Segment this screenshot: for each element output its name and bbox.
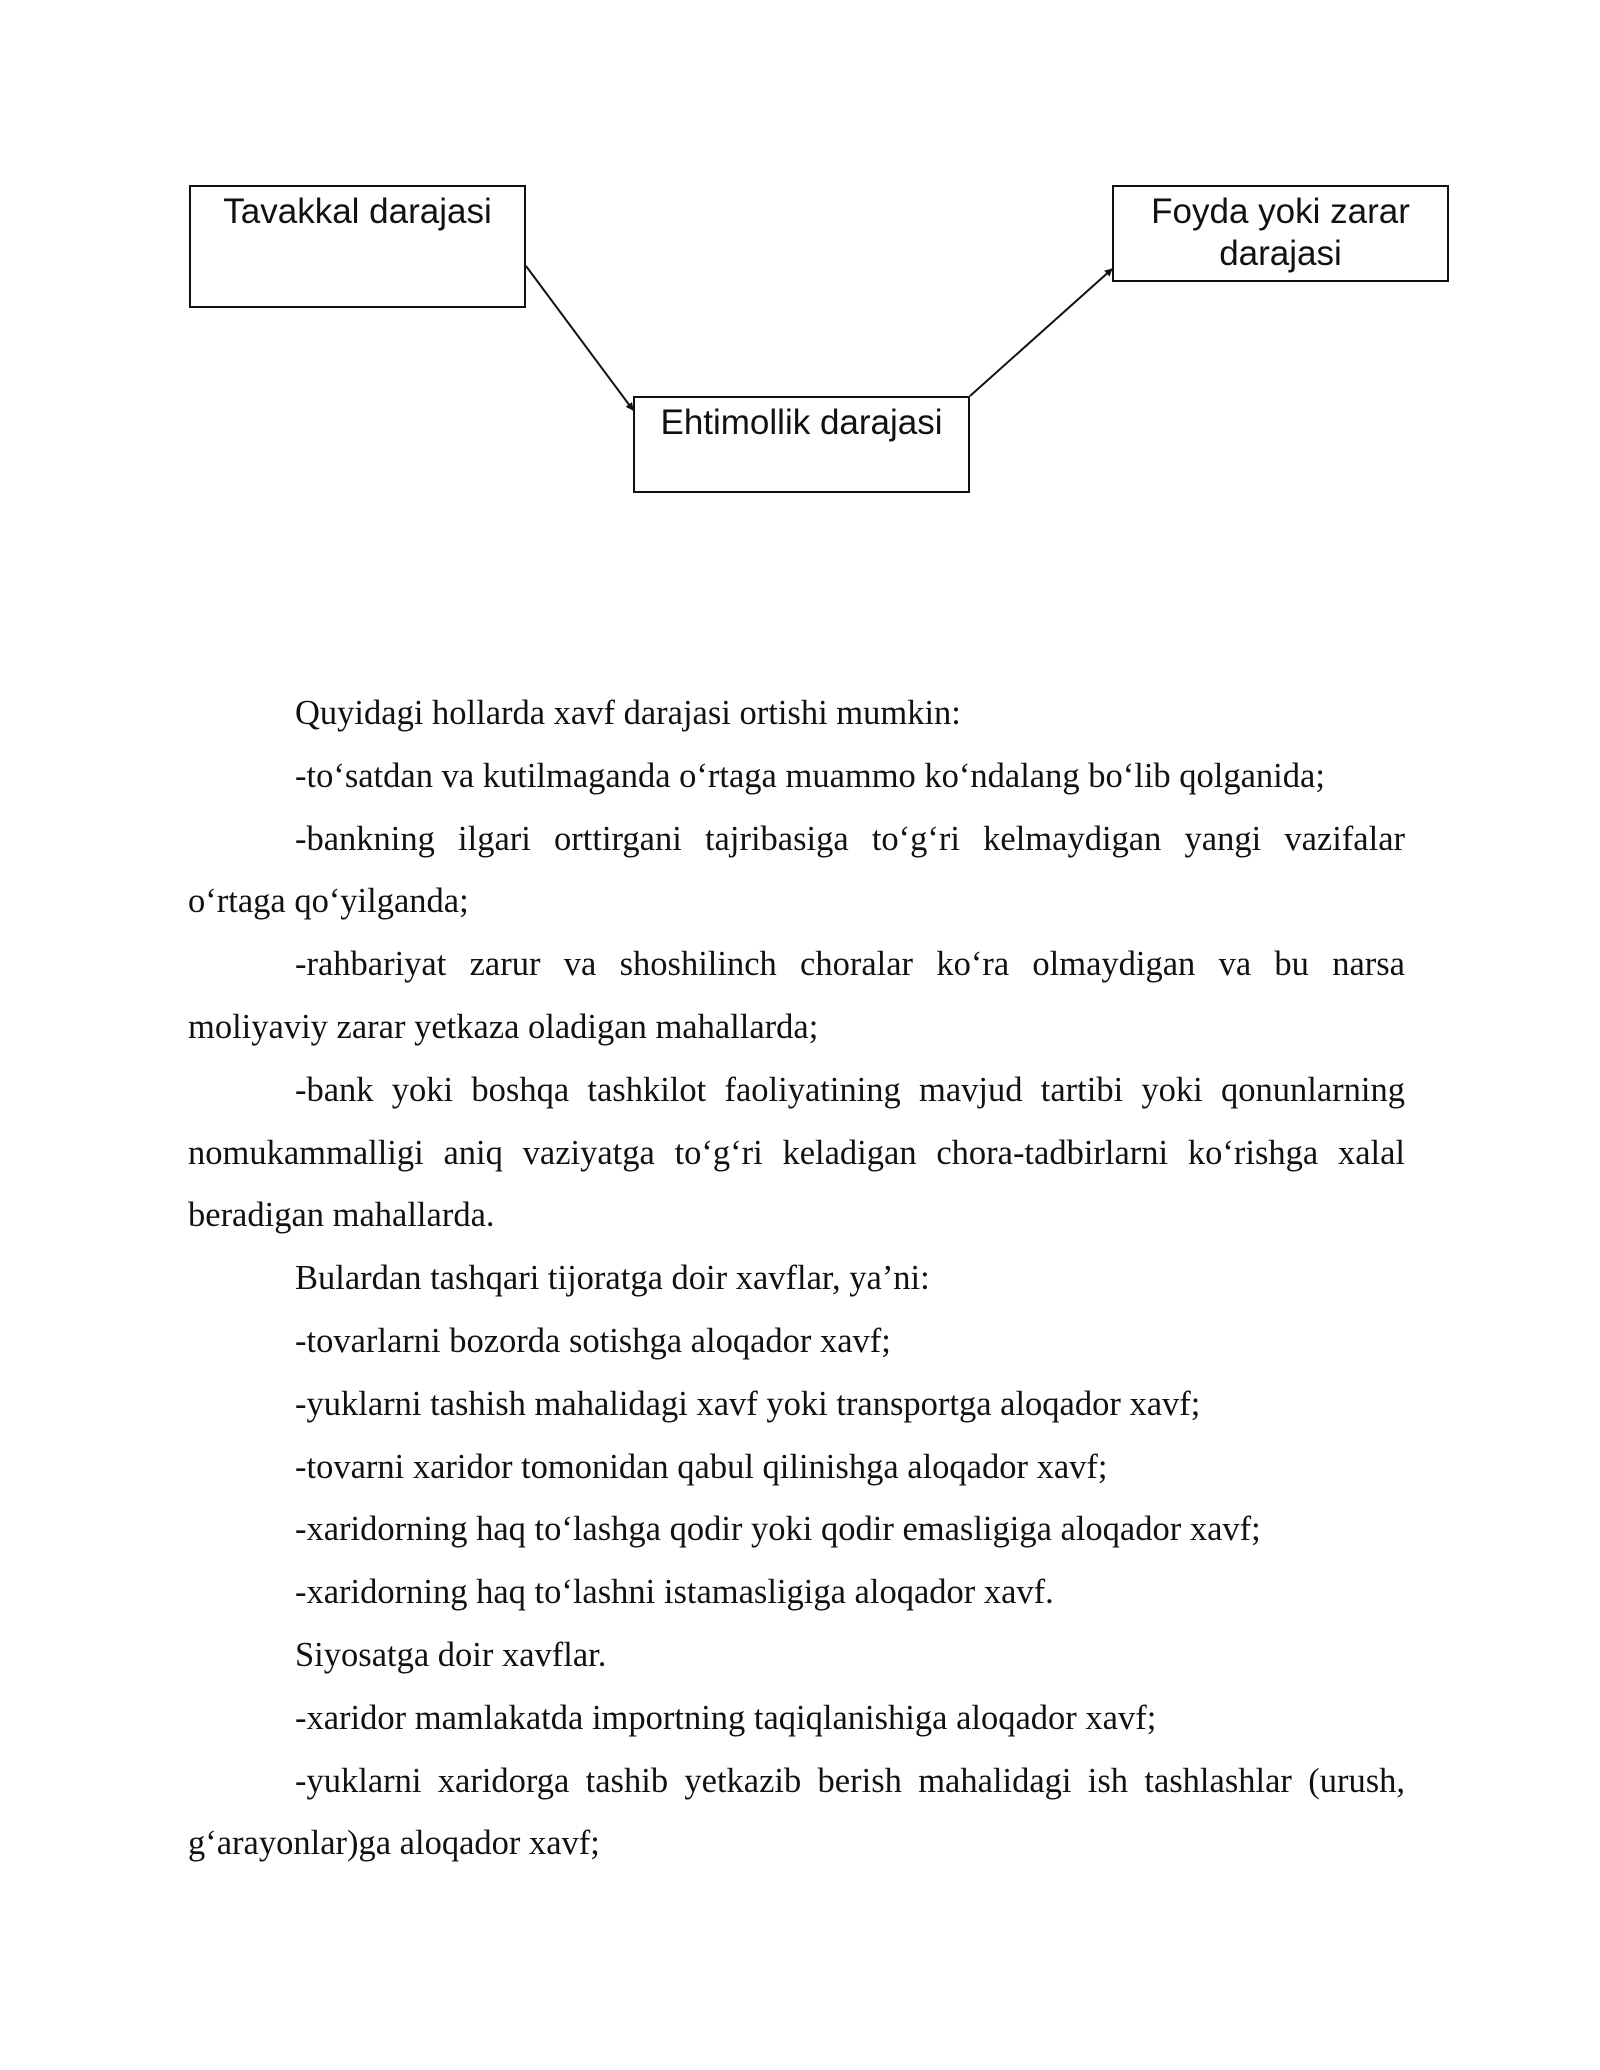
paragraph: -rahbariyat zarur va shoshilinch choralar ko‘ra olmaydigan va bu narsa moliyaviy zarar yetkaza oladigan mahallarda; xyxy=(188,945,1405,1046)
paragraph: -yuklarni xaridorga tashib yetkazib berish mahalidagi ish tashlashlar (urush, g‘arayonlar)ga aloqador xavf; xyxy=(188,1761,1405,1863)
paragraph: -tovarlarni bozorda sotishga aloqador xavf; xyxy=(295,1321,891,1360)
box-risk-level xyxy=(189,185,526,308)
paragraph: -xaridorning haq to‘lashni istamasligiga aloqador xavf. xyxy=(295,1573,1054,1612)
box-probability-level-label: Ehtimollik darajasi xyxy=(660,403,943,442)
flow-diagram xyxy=(0,0,1600,520)
box-probability-level xyxy=(633,396,970,493)
arrow-probability-to-profit-loss xyxy=(970,269,1112,396)
paragraph: -yuklarni tashish mahalidagi xavf yoki transportga aloqador xavf; xyxy=(295,1384,1201,1423)
box-profit-loss-level xyxy=(1112,185,1449,282)
paragraph: -xaridorning haq to‘lashga qodir yoki qodir emasligiga aloqador xavf; xyxy=(295,1510,1261,1549)
paragraph: -to‘satdan va kutilmaganda o‘rtaga muammo ko‘ndalang bo‘lib qolganida; xyxy=(295,756,1325,795)
box-profit-loss-level-line2: darajasi xyxy=(1219,234,1342,273)
paragraph: -bankning ilgari orttirgani tajribasiga to‘g‘ri kelmaydigan yangi vazifalar o‘rtaga qo‘yilganda; xyxy=(188,819,1405,921)
box-risk-level-label: Tavakkal darajasi xyxy=(223,192,492,231)
body-text xyxy=(188,682,1405,1875)
paragraph: -xaridor mamlakatda importning taqiqlanishiga aloqador xavf; xyxy=(295,1698,1157,1737)
box-profit-loss-level-line1: Foyda yoki zarar xyxy=(1151,192,1410,231)
paragraph: Siyosatga doir xavflar. xyxy=(295,1635,607,1674)
paragraph: -tovarni xaridor tomonidan qabul qilinishga aloqador xavf; xyxy=(295,1447,1108,1486)
paragraph: Quyidagi hollarda xavf darajasi ortishi mumkin: xyxy=(295,694,961,732)
arrow-risk-to-probability xyxy=(526,266,633,410)
paragraph: Bulardan tashqari tijoratga doir xavflar, ya’ni: xyxy=(295,1259,930,1298)
paragraph: -bank yoki boshqa tashkilot faoliyatining mavjud tartibi yoki qonunlarning nomukammalligi aniq vaziyatga to‘g‘ri keladigan chora-tadbirlarni ko‘rishga xalal beradigan mahallarda. xyxy=(188,1070,1405,1235)
